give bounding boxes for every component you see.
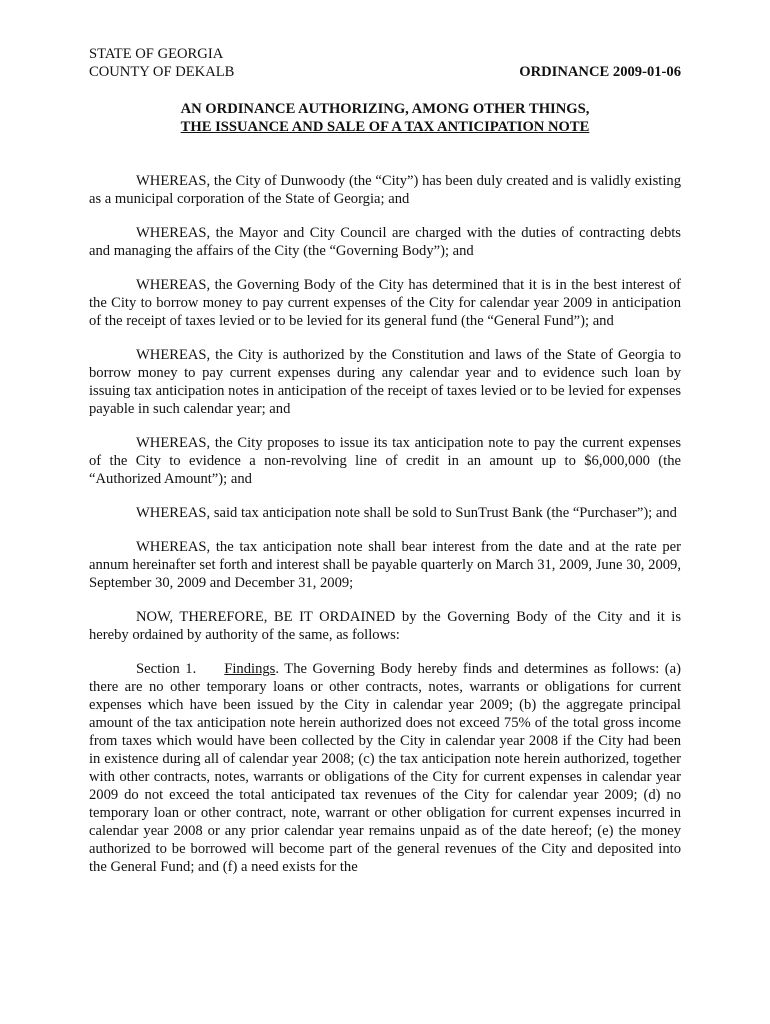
whereas-paragraph-1: WHEREAS, the City of Dunwoody (the “City”) has been duly created and is validly existing as a municipal corporation of the State of Georgia; and — [89, 173, 681, 207]
county-row — [89, 63, 681, 81]
state-line: STATE OF GEORGIA — [89, 46, 224, 62]
whereas-paragraph-4: WHEREAS, the City is authorized by the Constitution and laws of the State of Georgia to borrow money to pay current expenses during any calendar year and to evidence such loan by issuing tax anticipation notes in anticipation of the receipt of taxes levied or to be levied for expenses payable in such calendar year; and — [89, 347, 681, 417]
section-1-text: . The Governing Body hereby finds and determines as follows: (a) there are no other temporary loans or other contracts, notes, warrants or obligations for current expenses which have been issued by the City in calendar year 2009; (b) the aggregate principal amount of the tax anticipation note herein authorized does not exceed 75% of the total gross income from taxes which would have been collected by the City in calendar year 2008 if the City had been in existence during all of calendar year 2008; (c) the tax anticipation note herein authorized, together with other contracts, notes, warrants or obligations of the City for current expenses in calendar year 2009 do not exceed the total anticipated tax revenues of the City for calendar year 2009; (d) no temporary loan or other contract, note, warrant or other obligation for current expenses incurred in calendar year 2008 or any prior calendar year remains unpaid as of the date hereof; (e) the money authorized to be borrowed will become part of the general revenues of the City and deposited into the General Fund; and (f) a need exists for the — [89, 661, 682, 875]
ordinance-title — [89, 100, 681, 136]
ordained-paragraph: NOW, THEREFORE, BE IT ORDAINED by the Governing Body of the City and it is hereby ordained by authority of the same, as follows: — [89, 609, 681, 643]
title-line-2: THE ISSUANCE AND SALE OF A TAX ANTICIPATION NOTE — [180, 119, 590, 135]
title-line-1: AN ORDINANCE AUTHORIZING, AMONG OTHER THINGS, — [180, 101, 590, 117]
ordinance-number: ORDINANCE 2009-01-06 — [519, 64, 681, 80]
whereas-paragraph-6: WHEREAS, said tax anticipation note shall be sold to SunTrust Bank (the “Purchaser”); and — [136, 505, 677, 521]
whereas-paragraph-3: WHEREAS, the Governing Body of the City has determined that it is in the best interest of the City to borrow money to pay current expenses of the City for calendar year 2009 in anticipation of the receipt of taxes levied or to be levied for its general fund (the “General Fund”); and — [89, 277, 681, 329]
section-1-heading: Findings — [224, 661, 276, 677]
county-line: COUNTY OF DEKALB — [89, 64, 235, 80]
document-body — [89, 172, 681, 892]
whereas-paragraph-7: WHEREAS, the tax anticipation note shall bear interest from the date and at the rate per annum hereinafter set forth and interest shall be payable quarterly on March 31, 2009, June 30, 2009, September 30, 2009 and December 31, 2009; — [89, 539, 681, 591]
whereas-paragraph-2: WHEREAS, the Mayor and City Council are charged with the duties of contracting debts and managing the affairs of the City (the “Governing Body”); and — [89, 225, 681, 259]
document-header — [89, 45, 681, 81]
whereas-paragraph-5: WHEREAS, the City proposes to issue its tax anticipation note to pay the current expenses of the City to evidence a non-revolving line of credit in an amount up to $6,000,000 (the “Authorized Amount”); and — [89, 435, 681, 487]
section-1-paragraph — [89, 660, 681, 876]
section-1-label: Section 1. — [136, 661, 197, 677]
